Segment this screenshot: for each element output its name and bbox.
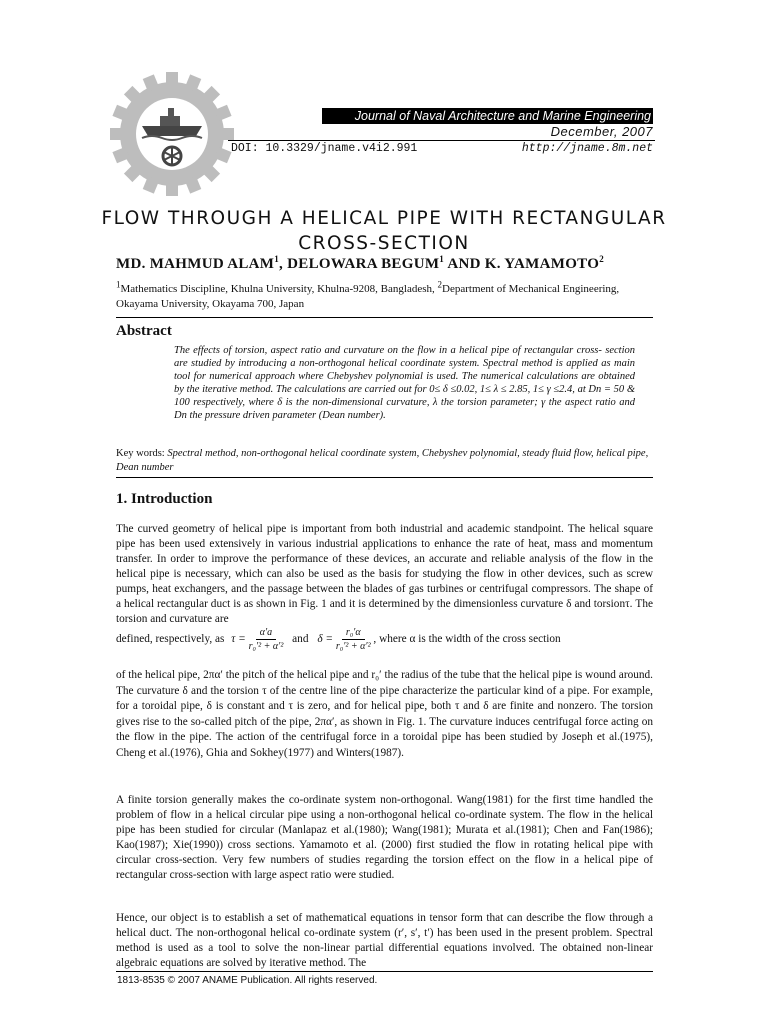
affil-2: Department of Mechanical Engineering, Okayama University, Okayama 700, Japan (116, 283, 620, 310)
author-3: AND K. YAMAMOTO (444, 256, 600, 272)
section-heading-introduction: 1. Introduction (116, 491, 213, 507)
affil-1-mark: 1 (116, 279, 121, 290)
author-1-affil: 1 (274, 254, 280, 264)
journal-name: Journal of Naval Architecture and Marine Engineering (322, 108, 653, 124)
eq-and: and (292, 633, 309, 646)
delta-numerator: r₀′α (342, 626, 365, 640)
footer-rule (116, 971, 653, 972)
intro-paragraph-2: A finite torsion generally makes the co-ordinate system non-orthogonal. Wang(1981) for the first time handled the problem of flow in a helical circular pipe using a non-orthogonal helical co-ordinate system. The flow in the helical pipe has been studied for circular (Manlapaz et al.(1980); Wang(1981); Murata et al.(1981); Chen and Fan(1986); Kao(1987); Xie(1990)) cross sections. Yamamoto et al. (2000) first studied the flow in rotating helical pipe with circular cross-section. Very few numbers of studies regarding the torsion effect on the flow in a helical pipe of rectangular cross-section with large aspect ratio were studied. (116, 794, 653, 881)
title-line-2: CROSS-SECTION (298, 233, 470, 254)
keywords (116, 447, 653, 474)
keywords-text: Spectral method, non-orthogonal helical coordinate system, Chebyshev polynomial, steady fluid flow, helical pipe, Dean number (116, 448, 649, 473)
abstract-top-rule (116, 317, 653, 318)
delta-denominator: r₀′² + α′² (335, 641, 371, 652)
author-1: MD. MAHMUD ALAM (116, 256, 275, 272)
affil-1: Mathematics Discipline, Khulna University, Khulna-9208, Bangladesh, (120, 283, 438, 295)
journal-url[interactable]: http://jname.8m.net (521, 142, 653, 155)
eq-lead: defined, respectively, as (116, 633, 225, 646)
header-rule (228, 140, 655, 141)
intro-paragraph-1: The curved geometry of helical pipe is important from both industrial and academic standpoint. The helical square pipe has been used extensively in various industrial applications to enhance the rate of heat, mass and momentum transfer. In order to improve the performance of these devices, an accurate and reliable analysis of the flow in the helical pipe is necessary, which can also be used as the basis for studying the flow in other devices, such as screw pumps, heat exchangers, and the passage between the blades of gas turbines or centrifugal compressors. The shape of a helical rectangular duct is as shown in Fig. 1 and it is determined by the dimensionless curvature δ and torsionτ. The torsion and curvature are (116, 523, 653, 625)
tau-denominator: r₀′² + α′² (248, 641, 284, 652)
authors (116, 256, 676, 273)
author-3-affil: 2 (599, 254, 604, 264)
tau-fraction (249, 626, 284, 653)
keywords-bottom-rule (116, 477, 653, 478)
journal-logo (108, 70, 236, 198)
author-2: , DELOWARA BEGUM (279, 256, 440, 272)
footer-copyright: 1813-8535 © 2007 ANAME Publication. All rights reserved. (117, 975, 378, 986)
intro-paragraph-3: Hence, our object is to establish a set of mathematical equations in tensor form that can describe the flow through a helical duct. The non-orthogonal helical co-ordinate system (r′, s′, t′) has been used in the present problem. Spectral method is used as a tool to solve the non-linear partial differential equations involved. The obtained non-linear algebraic equations are solved by iterative method. The (116, 912, 653, 969)
eq-tail: , where α is the width of the cross section (373, 633, 561, 646)
abstract-heading: Abstract (116, 323, 172, 339)
tau-symbol: τ = (231, 633, 246, 646)
title-line-1: FLOW THROUGH A HELICAL PIPE WITH RECTANGULAR (101, 208, 667, 229)
affiliations (116, 279, 650, 312)
delta-fraction (336, 626, 371, 653)
abstract-text: The effects of torsion, aspect ratio and curvature on the flow in a helical pipe of rectangular cross- section are studied by introducing a non-orthogonal helical coordinate system. Spectral method is applied as main tool for numerical approach where Chebyshev polynomial is used. The numerical calculations are obtained by the iterative method. The calculations are carried out for 0≤ δ ≤0.02, 1≤ λ ≤ 2.85, 1≤ γ ≤2.4, at Dn = 50 & 100 respectively, where δ is the non-dimensional curvature, λ the torsion parameter; γ the aspect ratio and Dn the pressure driven parameter (Dean number). (174, 345, 635, 422)
keywords-label: Key words: (116, 448, 165, 459)
affil-2-mark: 2 (437, 279, 443, 290)
doi: DOI: 10.3329/jname.v4i2.991 (231, 142, 418, 155)
tau-numerator: α′a (256, 626, 276, 640)
intro-paragraph-1b: of the helical pipe, 2πα′ the pitch of the helical pipe and r₀′ the radius of the tube that the helical pipe is wound around. The curvature δ and the torsion τ of the centre line of the pipe characterize the particular kind of a pipe. For example, for a toroidal pipe, δ is constant and τ is zero, and for helical pipe, both τ and δ are finite and nonzero. The torsion gives rise to the so-called pitch of the pipe, 2πα′, as shown in Fig. 1. The curvature induces centrifugal force acting on the flow in the pipe. The action of the centrifugal force in a toroidal pipe has been studied by Joseph et al.(1975), Cheng et al.(1976), Ghia and Sokhey(1977) and Winters(1987). (116, 669, 653, 759)
issue-date: December, 2007 (550, 124, 653, 139)
delta-symbol: δ = (317, 633, 334, 646)
author-2-affil: 1 (439, 254, 445, 264)
paper-title (100, 206, 668, 256)
equation-line (116, 626, 653, 666)
